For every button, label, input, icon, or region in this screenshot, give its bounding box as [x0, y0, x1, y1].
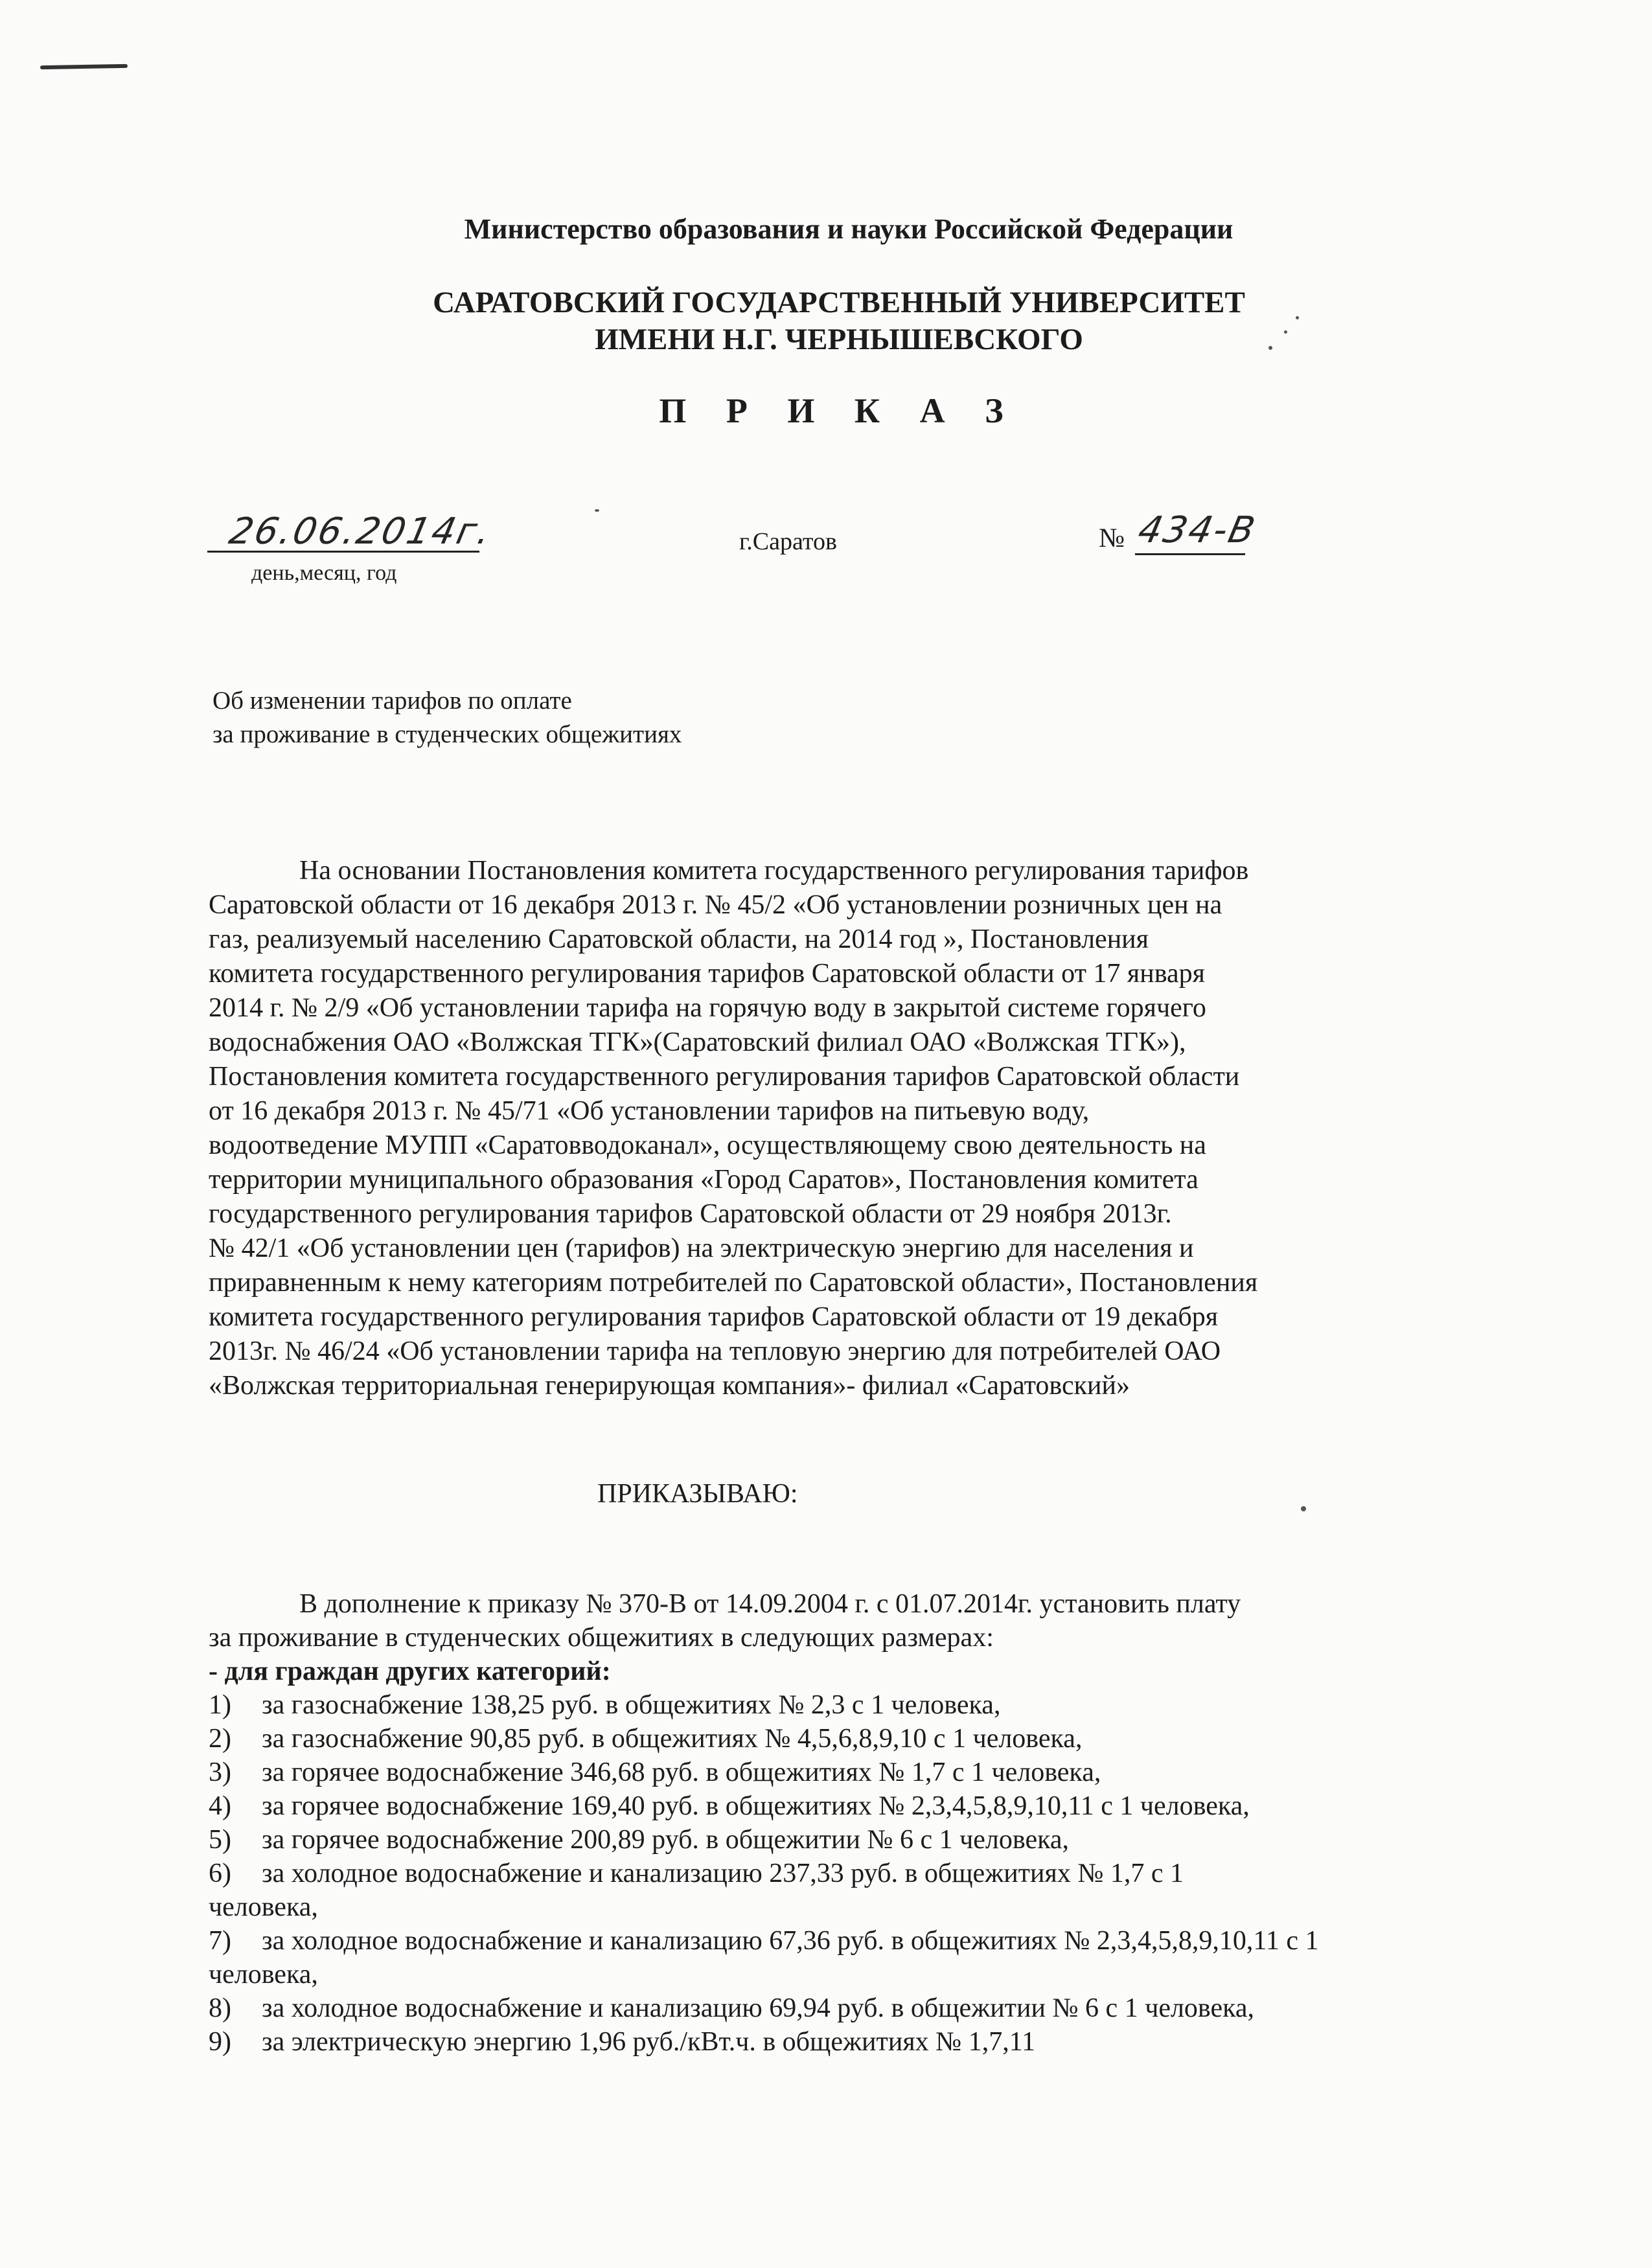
basis-paragraph [209, 854, 1257, 1403]
basis-line: № 42/1 «Об установлении цен (тарифов) на электрическую энергию для населения и [209, 1233, 1194, 1263]
basis-line: газ, реализуемый населению Саратовской области, на 2014 год », Постановления [209, 924, 1149, 954]
ministry-name: Министерство образования и науки Российской Федерации [464, 213, 1233, 245]
order-subject [212, 684, 682, 751]
list-item-number: 7) [209, 1926, 231, 1956]
scan-speck [595, 509, 599, 512]
list-item-text: за газоснабжение 138,25 руб. в общежитиях № 2,3 с 1 человека, [262, 1690, 1001, 1720]
basis-line: комитета государственного регулирования тарифов Саратовской области от 17 января [209, 959, 1205, 989]
subject-line: Об изменении тарифов по оплате [212, 687, 572, 715]
list-item-number: 2) [209, 1724, 231, 1754]
handwritten-date: 26.06.2014г. [225, 510, 496, 553]
list-item [209, 1756, 1318, 1789]
subject-line: за проживание в студенческих общежитиях [212, 720, 682, 748]
basis-line: государственного регулирования тарифов Саратовской области от 29 ноября 2013г. [209, 1199, 1172, 1229]
university-name-line1: САРАТОВСКИЙ ГОСУДАРСТВЕННЫЙ УНИВЕРСИТЕТ [433, 286, 1245, 319]
list-item-number: 5) [209, 1825, 231, 1855]
document-type-title: П Р И К А З [659, 391, 1019, 430]
list-item-continuation: человека, [209, 1960, 318, 1989]
basis-line: водоснабжения ОАО «Волжская ТГК»(Саратовский филиал ОАО «Волжская ТГК»), [209, 1027, 1186, 1057]
list-item-text: за газоснабжение 90,85 руб. в общежитиях № 4,5,6,8,9,10 с 1 человека, [262, 1724, 1083, 1754]
basis-line: На основании Постановления комитета государственного регулирования тарифов [299, 856, 1249, 886]
list-item-number: 8) [209, 1993, 231, 2023]
list-item [209, 1823, 1318, 1857]
basis-line: территории муниципального образования «Город Саратов», Постановления комитета [209, 1165, 1199, 1195]
city-label: г.Саратов [739, 528, 837, 555]
corner-pen-mark [40, 64, 128, 69]
basis-line: 2014 г. № 2/9 «Об установлении тарифа на горячую воду в закрытой системе горячего [209, 993, 1206, 1023]
list-item [209, 2025, 1318, 2059]
list-item-text: за электрическую энергию 1,96 руб./кВт.ч. в общежитиях № 1,7,11 [262, 2027, 1036, 2057]
scan-speck [1268, 346, 1272, 350]
basis-line: водоотведение МУПП «Саратовводоканал», осуществляющему свою деятельность на [209, 1130, 1206, 1160]
scan-speck [1296, 316, 1299, 319]
supplement-section [209, 1587, 1318, 2059]
basis-line: Постановления комитета государственного регулирования тарифов Саратовской области [209, 1062, 1240, 1092]
list-item [209, 1688, 1318, 1722]
list-item-number: 3) [209, 1758, 231, 1787]
list-item [209, 1722, 1318, 1756]
list-item-text: за горячее водоснабжение 346,68 руб. в общежитиях № 1,7 с 1 человека, [262, 1758, 1101, 1787]
list-item-text: за холодное водоснабжение и канализацию 237,33 руб. в общежитиях № 1,7 с 1 [262, 1859, 1184, 1888]
list-item-number: 4) [209, 1791, 231, 1821]
list-item [209, 1924, 1318, 1991]
list-item-number: 1) [209, 1690, 231, 1720]
order-number-sign: № [1099, 523, 1125, 553]
list-item [209, 1857, 1318, 1924]
basis-line: приравненным к нему категориям потребителей по Саратовской области», Постановления [209, 1268, 1258, 1298]
basis-line: 2013г. № 46/24 «Об установлении тарифа на тепловую энергию для потребителей ОАО [209, 1336, 1221, 1366]
list-item-text: за холодное водоснабжение и канализацию 67,36 руб. в общежитиях № 2,3,4,5,8,9,10,11 с 1 [262, 1926, 1319, 1956]
category-heading: - для граждан других категорий: [209, 1656, 611, 1686]
list-item-number: 9) [209, 2027, 231, 2057]
list-item [209, 1789, 1318, 1823]
list-item-text: за горячее водоснабжение 200,89 руб. в общежитии № 6 с 1 человека, [262, 1825, 1069, 1855]
list-item-text: за холодное водоснабжение и канализацию 69,94 руб. в общежитии № 6 с 1 человека, [262, 1993, 1255, 2023]
scan-speck [1301, 1506, 1306, 1511]
university-name-line2: ИМЕНИ Н.Г. ЧЕРНЫШЕВСКОГО [595, 323, 1083, 356]
basis-line: «Волжская территориальная генерирующая компания»- филиал «Саратовский» [209, 1371, 1130, 1401]
list-item-continuation: человека, [209, 1892, 318, 1922]
decree-heading: ПРИКАЗЫВАЮ: [597, 1479, 798, 1509]
supplement-line: В дополнение к приказу № 370-В от 14.09.2004 г. с 01.07.2014г. установить плату [299, 1589, 1241, 1619]
list-item [209, 1991, 1318, 2025]
date-caption: день,месяц, год [251, 561, 397, 585]
list-item-text: за горячее водоснабжение 169,40 руб. в общежитиях № 2,3,4,5,8,9,10,11 с 1 человека, [262, 1791, 1250, 1821]
supplement-line: за проживание в студенческих общежитиях в следующих размерах: [209, 1623, 994, 1653]
basis-line: от 16 декабря 2013 г. № 45/71 «Об установлении тарифов на питьевую воду, [209, 1096, 1090, 1126]
basis-line: комитета государственного регулирования тарифов Саратовской области от 19 декабря [209, 1302, 1219, 1332]
list-item-number: 6) [209, 1859, 231, 1888]
scan-speck [1284, 330, 1287, 334]
basis-line: Саратовской области от 16 декабря 2013 г. № 45/2 «Об установлении розничных цен на [209, 890, 1222, 920]
handwritten-order-number: 434-В [1134, 509, 1261, 551]
